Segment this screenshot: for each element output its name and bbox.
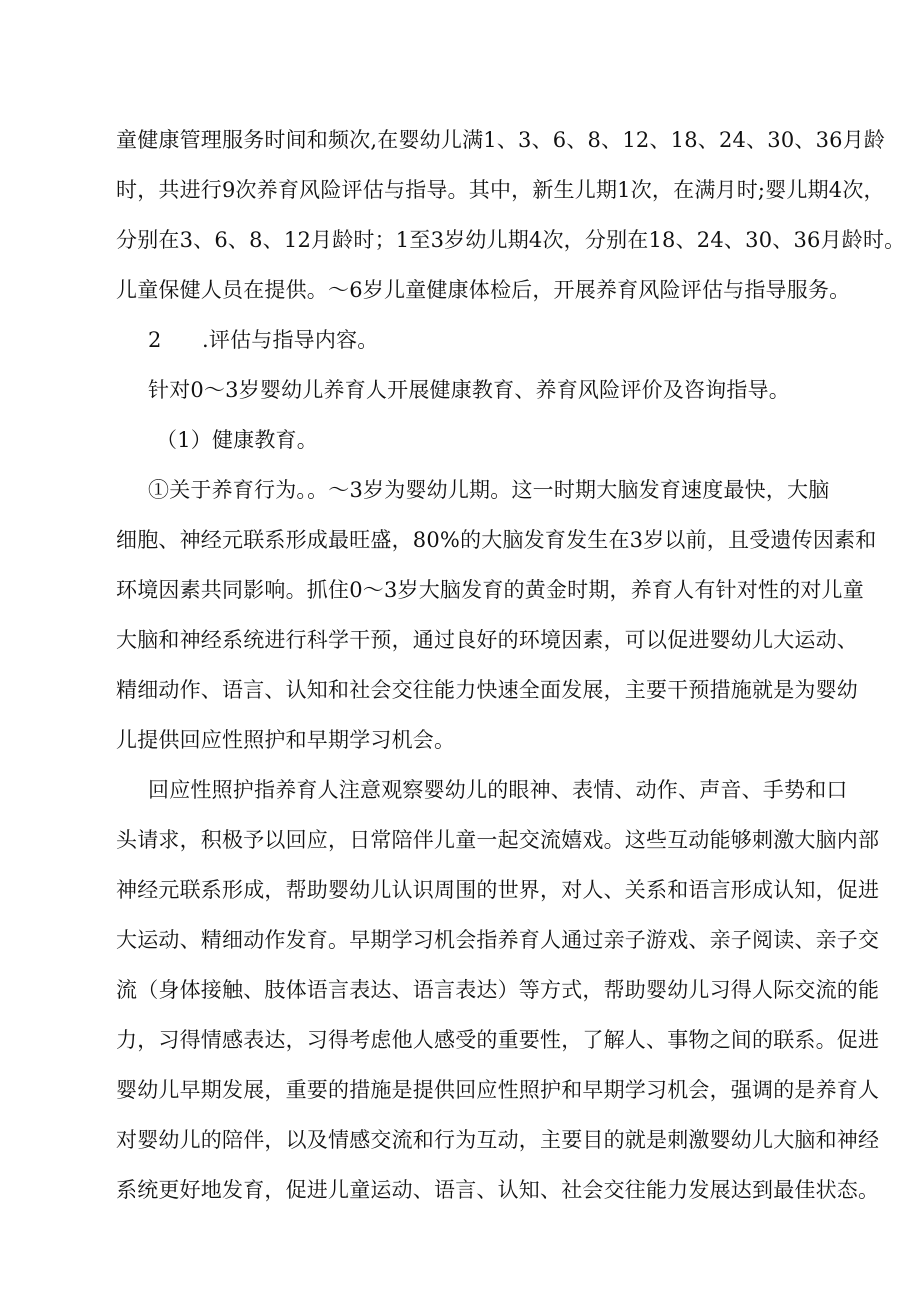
para3-line-3: 神经元联系形成，帮助婴幼儿认识周围的世界，对人、关系和语言形成认知，促进 xyxy=(116,878,880,902)
para2-line-6: 儿提供回应性照护和早期学习机会。 xyxy=(116,728,456,752)
para2-line-4: 大脑和神经系统进行科学干预，通过良好的环境因素，可以促进婴幼儿大运动、 xyxy=(116,628,858,652)
para2-line-5: 精细动作、语言、认知和社会交往能力快速全面发展，主要干预措施就是为婴幼 xyxy=(116,678,858,702)
para3-line-6: 力，习得情感表达，习得考虑他人感受的重要性，了解人、事物之间的联系。促进 xyxy=(116,1028,880,1052)
para1-line-1: 童健康管理服务时间和频次,在婴幼儿满1、3、6、8、12、18、24、30、36月龄 xyxy=(116,128,886,152)
para3-line-7: 婴幼儿早期发展，重要的措施是提供回应性照护和早期学习机会，强调的是养育人 xyxy=(116,1078,880,1102)
para2-line-1: ①关于养育行为。。〜3岁为婴幼儿期。这一时期大脑发育速度最快，大脑 xyxy=(148,478,830,502)
para1-line-4: 儿童保健人员在提供。〜6岁儿童健康体检后，开展养育风险评估与指导服务。 xyxy=(116,278,851,302)
para3-line-5: 流（身体接触、肢体语言表达、语言表达）等方式，帮助婴幼儿习得人际交流的能 xyxy=(116,978,880,1002)
para2-line-3: 环境因素共同影响。抓住0〜3岁大脑发育的黄金时期，养育人有针对性的对儿童 xyxy=(116,578,864,602)
para3-line-9: 系统更好地发育，促进儿童运动、语言、认知、社会交往能力发展达到最佳状态。 xyxy=(116,1178,880,1202)
para3-line-4: 大运动、精细动作发育。早期学习机会指养育人通过亲子游戏、亲子阅读、亲子交 xyxy=(116,928,880,952)
para1-line-2: 时，共进行9次养育风险评估与指导。其中，新生儿期1次，在满月时;婴儿期4次， xyxy=(116,178,885,202)
subsection-heading-1: （1）健康教育。 xyxy=(156,428,318,452)
para3-line-8: 对婴幼儿的陪伴，以及情感交流和行为互动，主要目的就是刺激婴幼儿大脑和神经 xyxy=(116,1128,880,1152)
para3-line-1: 回应性照护指养育人注意观察婴幼儿的眼神、表情、动作、声音、手势和口 xyxy=(148,778,848,802)
para2-line-2: 细胞、神经元联系形成最旺盛，80%的大脑发育发生在3岁以前，且受遗传因素和 xyxy=(116,528,877,552)
intro-line: 针对0〜3岁婴幼儿养育人开展健康教育、养育风险评价及咨询指导。 xyxy=(148,378,790,402)
section-title: .评估与指导内容。 xyxy=(202,328,379,352)
section-heading-2 xyxy=(148,328,848,352)
para1-line-3: 分别在3、6、8、12月龄时；1至3岁幼儿期4次，分别在18、24、30、36月龄时。 xyxy=(116,228,906,252)
section-number: 2 xyxy=(148,328,162,352)
para3-line-2: 头请求，积极予以回应，日常陪伴儿童一起交流嬉戏。这些互动能够刺激大脑内部 xyxy=(116,828,880,852)
